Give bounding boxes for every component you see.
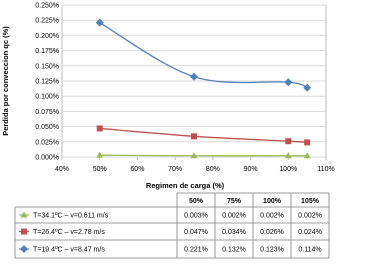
- x-tick-label: 50%: [92, 166, 107, 173]
- y-tick-label: 0.025%: [35, 139, 59, 147]
- y-tick-labels: [35, 3, 59, 162]
- table-row-label: T=19.4ºC – v=8.47 m/s: [33, 246, 105, 254]
- data-point-square: [191, 133, 197, 139]
- table-cell: 0.002%: [222, 212, 246, 220]
- x-axis-label: Regimen de carga (%): [145, 181, 225, 190]
- data-point-square: [304, 139, 310, 145]
- table-cell: 0.034%: [222, 229, 246, 236]
- table-cell: 0.221%: [184, 246, 208, 254]
- legend-key-square: [21, 229, 27, 235]
- y-tick-label: 0.150%: [35, 63, 59, 71]
- x-tick-label: 80%: [205, 166, 220, 173]
- x-tick-label: 40%: [54, 166, 70, 173]
- table-cell: 0.002%: [298, 212, 322, 220]
- table-row-label: T=34.1ºC – v=0.611 m/s: [33, 212, 109, 220]
- table-header: 105%: [301, 198, 319, 205]
- x-tick-label: 60%: [130, 166, 145, 173]
- table-cell: 0.123%: [260, 246, 284, 254]
- table-cell: 0.114%: [298, 246, 322, 254]
- series-line-triangle: [100, 155, 307, 156]
- table-header: 50%: [188, 198, 204, 205]
- x-tick-label: 110%: [317, 166, 335, 173]
- x-tick-label: 100%: [279, 166, 298, 173]
- y-tick-label: 0.250%: [35, 2, 59, 10]
- x-tick-label: 90%: [243, 166, 258, 173]
- x-tick-label: 70%: [168, 166, 183, 173]
- table-header: 100%: [263, 198, 281, 205]
- y-tick-label: 0.000%: [35, 154, 59, 162]
- data-point-square: [97, 125, 103, 131]
- y-tick-label: 0.125%: [35, 78, 59, 86]
- table-cell: 0.132%: [222, 246, 246, 254]
- table-cell: 0.024%: [298, 229, 322, 236]
- table-cell: 0.002%: [260, 212, 284, 220]
- table-cell: 0.047%: [184, 229, 208, 236]
- table-cell: 0.003%: [184, 212, 208, 220]
- data-point-square: [285, 138, 291, 144]
- y-tick-label: 0.200%: [35, 32, 59, 40]
- table-row-label: T=26.4ºC – v=2.78 m/s: [33, 229, 105, 236]
- data-table: [15, 193, 329, 258]
- table-cell: 0.026%: [260, 229, 284, 236]
- legend-key-diamond: [20, 245, 28, 253]
- y-axis-label: Perdida por conveccion qc (%): [1, 26, 10, 136]
- y-tick-label: 0.100%: [35, 93, 59, 101]
- y-tick-label: 0.175%: [35, 48, 59, 56]
- y-tick-label: 0.050%: [35, 124, 59, 132]
- y-tick-label: 0.075%: [35, 108, 59, 116]
- table-header: 75%: [226, 198, 242, 205]
- x-tick-labels: [55, 166, 335, 173]
- y-tick-label: 0.225%: [35, 17, 59, 25]
